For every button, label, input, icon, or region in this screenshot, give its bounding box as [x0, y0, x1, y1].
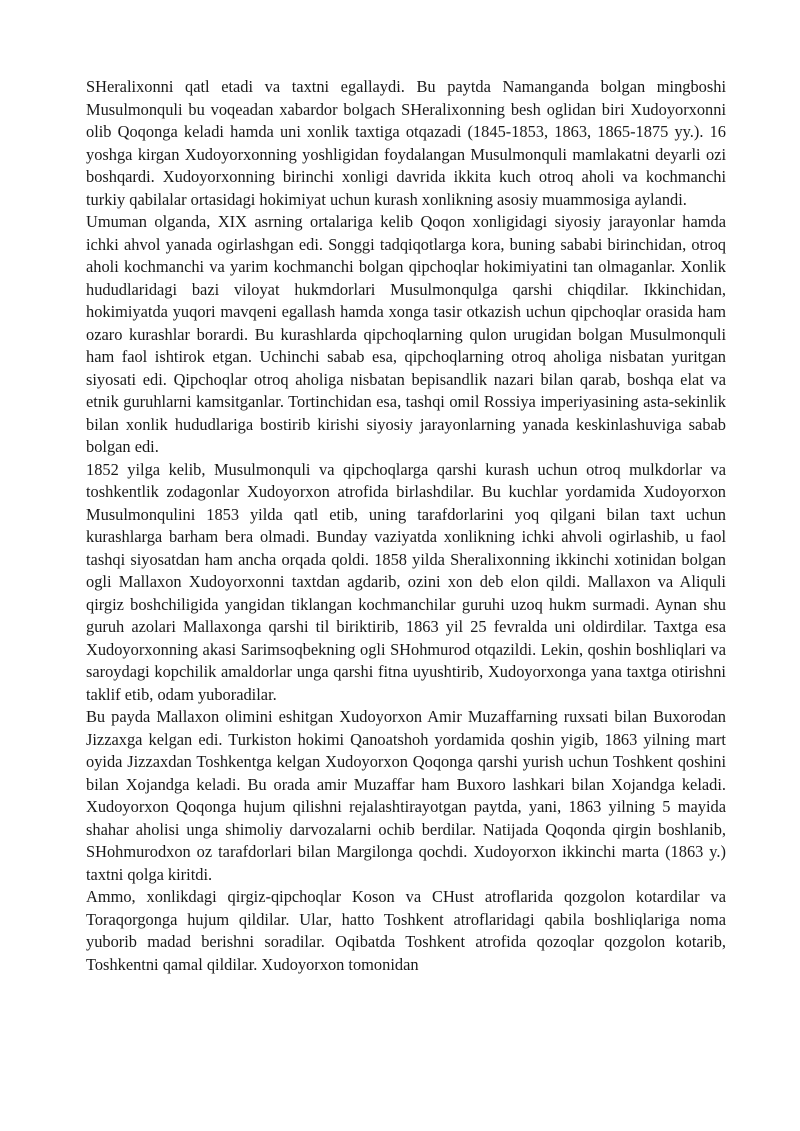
paragraph-3: 1852 yilga kelib, Musulmonquli va qipchoqlarga qarshi kurash uchun otroq mulkdorlar va toshkentlik zodagonlar Xudoyorxon atrofida birlashdilar. Bu kuchlar yordamida Xudoyorxon Musulmonqulini 1853 yilda qatl etib, uning tarafdorlarini yoq qilgani bilan taxt uchun kurashlarga barham bera olmadi. Bunday vaziyatda xonlikning ichki ahvoli ogirlashib, u faol tashqi siyosatdan ham ancha orqada qoldi. 1858 yilda Sheralixonning ikkinchi xotinidan bolgan ogli Mallaxon Xudoyorxonni taxtdan agdarib, ozini xon deb elon qildi. Mallaxon va Aliquli qirgiz boshchiligida yangidan tiklangan kochmanchilar guruhi uzoq hukm surmadi. Aynan shu guruh azolari Mallaxonga qarshi til biriktirib, 1863 yil 25 fevralda uni oldirdilar. Taxtga esa Xudoyorxonning akasi Sarimsoqbekning ogli SHohmurod otqazildi. Lekin, qoshin boshliqlari va saroydagi kopchilik amaldorlar unga qarshi fitna uyushtirib, Xudoyorxonga yana taxtga otirishni taklif etib, odam yuboradilar.	[86, 459, 726, 704]
paragraph-2: Umuman olganda, XIX asrning ortalariga kelib Qoqon xonligidagi siyosiy jarayonlar hamda ichki ahvol yanada ogirlashgan edi. Songgi tadqiqotlarga kora, buning sababi birinchidan, otroq aholi kochmanchi va yarim kochmanchi bolgan qipchoqlar hokimiyatini tan olmaganlar. Xonlik hududlaridagi bazi viloyat hukmdorlari Musulmonqulga qarshi chiqdilar. Ikkinchidan, hokimiyatda yuqori mavqeni egallash hamda xonga tasir otkazish uchun qipchoqlar orasida ham ozaro kurashlar borardi. Bu kurashlarda qipchoqlarning qulon urugidan bolgan Musulmonquli ham faol ishtirok etgan. Uchinchi sabab esa, qipchoqlarning otroq aholiga nisbatan yuritgan siyosati edi. Qipchoqlar otroq aholiga nisbatan bepisandlik nazari bilan qarab, boshqa elat va etnik guruhlarni kamsitganlar. Tortinchidan esa, tashqi omil Rossiya imperiyasining asta-sekinlik bilan xonlik hududlariga bostirib kirishi siyosiy jarayonlarning yanada keskinlashuviga sabab bolgan edi.	[86, 212, 726, 456]
paragraph-4: Bu payda Mallaxon olimini eshitgan Xudoyorxon Amir Muzaffarning ruxsati bilan Buxorodan Jizzaxga kelgan edi. Turkiston hokimi Qanoatshoh yordamida qoshin yigib, 1863 yilning mart oyida Jizzaxdan Toshkentga kelgan Xudoyorxon Qoqonga qarshi yurish uchun Toshkent qoshini bilan Xojandga keladi. Bu orada amir Muzaffar ham Buxoro lashkari bilan Xojandga keladi. Xudoyorxon Qoqonga hujum qilishni rejalashtirayotgan paytda, yani, 1863 yilning 5 mayida shahar aholisi unga shimoliy darvozalarni ochib berdilar. Natijada Qoqonda qirgin boshlanib, SHohmurodxon oz tarafdorlari bilan Margilonga qochdi. Xudoyorxon ikkinchi marta (1863 y.) taxtni qolga kiritdi.	[86, 707, 726, 884]
document-page	[86, 76, 726, 976]
paragraph-1: SHeralixonni qatl etadi va taxtni egallaydi. Bu paytda Namanganda bolgan mingboshi Musulmonquli bu voqeadan xabardor bolgach SHeralixonning besh oglidan biri Xudoyorxonni olib Qoqonga keladi hamda uni xonlik taxtiga otqazadi (1845-1853, 1863, 1865-1875 yy.). 16 yoshga kirgan Xudoyorxonning yoshligidan foydalangan Musulmonquli mamlakatni deyarli ozi boshqardi. Xudoyorxonning birinchi xonligi davrida ikkita kuch otroq aholi va kochmanchi turkiy qabilalar ortasidagi hokimiyat uchun kurash xonlikning asosiy muammosiga aylandi.	[86, 77, 726, 209]
paragraph-5: Ammo, xonlikdagi qirgiz-qipchoqlar Koson va CHust atroflarida qozgolon kotardilar va Toraqorgonga hujum qildilar. Ular, hatto Toshkent atroflaridagi qabila boshliqlariga noma yuborib madad berishni soradilar. Oqibatda Toshkent atrofida qozoqlar qozgolon kotarib, Toshkentni qamal qildilar. Xudoyorxon tomonidan	[86, 887, 726, 974]
